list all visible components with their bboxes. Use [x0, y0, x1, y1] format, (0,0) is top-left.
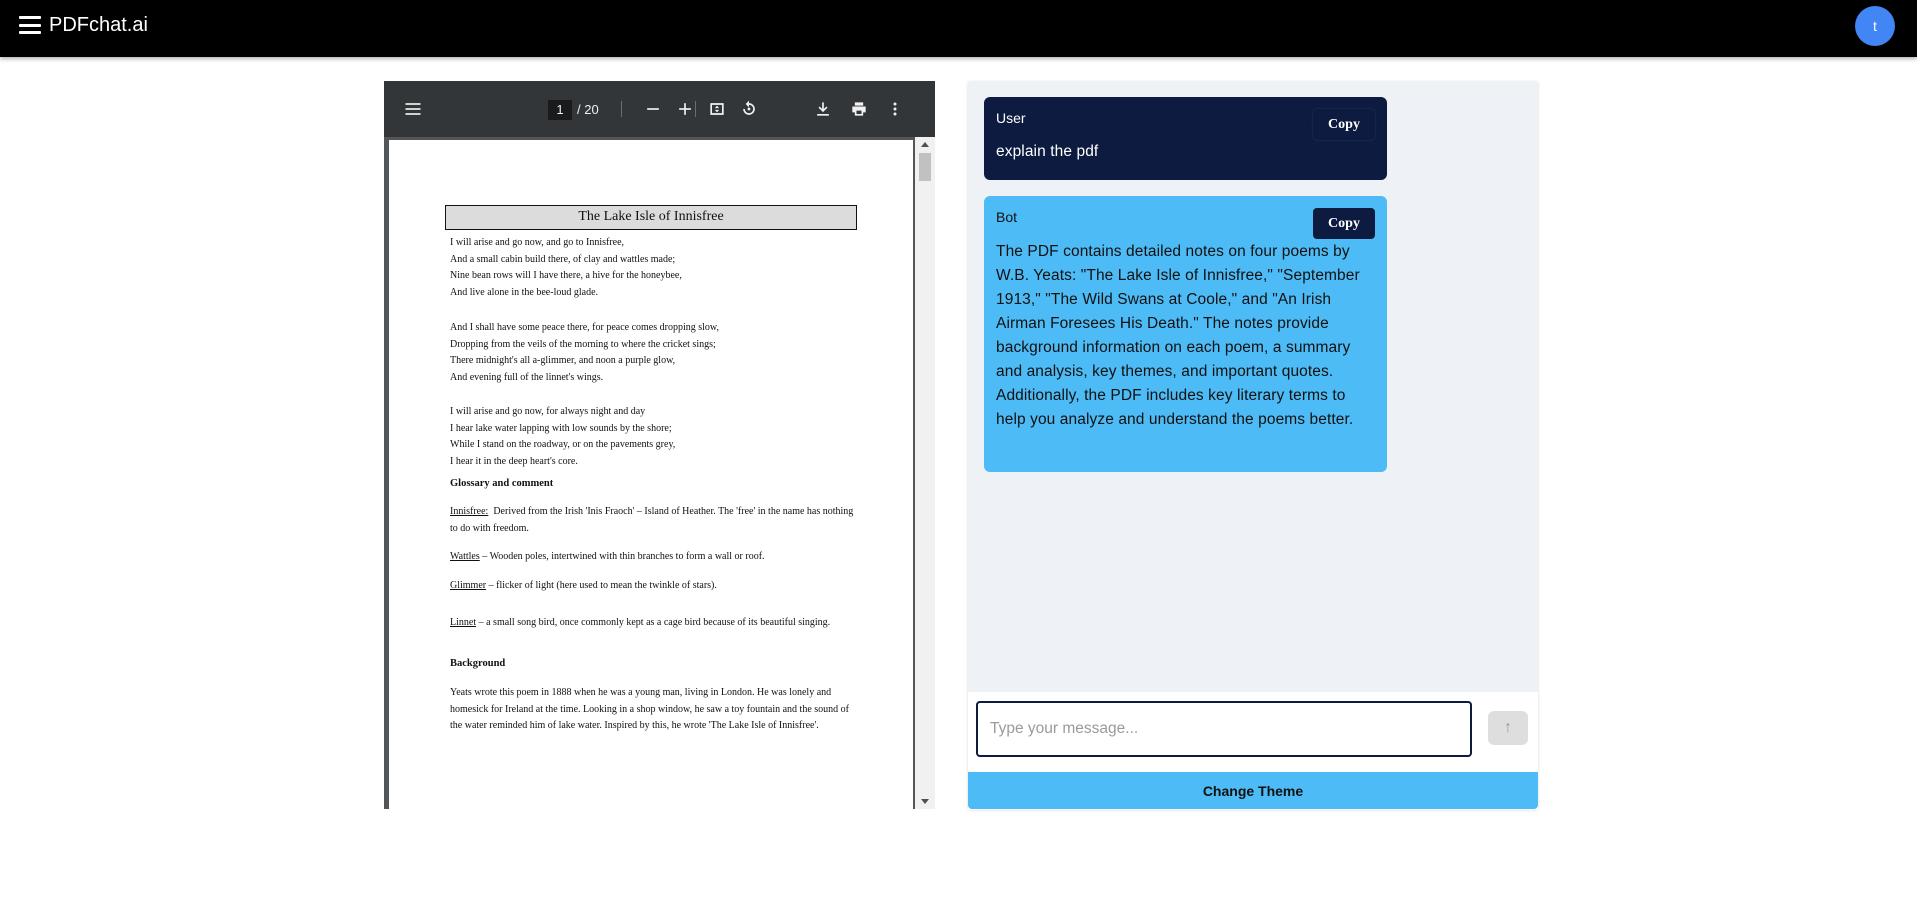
copy-button[interactable]: Copy — [1313, 109, 1375, 140]
pdf-content-area[interactable] — [384, 137, 935, 809]
sidebar-toggle-icon[interactable] — [401, 97, 425, 121]
change-theme-button[interactable]: Change Theme — [968, 772, 1538, 809]
chat-message-user — [984, 97, 1387, 180]
fit-page-icon[interactable] — [705, 97, 729, 121]
menu-icon[interactable] — [18, 14, 42, 36]
scroll-down-icon[interactable] — [921, 799, 929, 804]
glossary-term: Linnet — [450, 617, 477, 628]
toolbar-divider — [695, 101, 696, 117]
page-total: / 20 — [577, 102, 599, 117]
poem-line: I hear lake water lapping with low sounds by the shore; — [450, 422, 672, 434]
glossary-entry-glimmer — [450, 578, 860, 595]
poem-line: And I shall have some peace there, for peace comes dropping slow, — [450, 322, 719, 333]
poem-line: I will arise and go now, for always night and day — [450, 406, 646, 417]
toolbar-divider — [621, 101, 622, 117]
poem-line: And evening full of the linnet's wings. — [450, 371, 604, 383]
glossary-term: Glimmer — [450, 580, 487, 591]
chat-input-area — [968, 692, 1538, 810]
more-options-icon[interactable] — [883, 97, 907, 121]
poem-stanza-1 — [450, 235, 870, 301]
user-avatar[interactable]: t — [1855, 6, 1895, 46]
glossary-heading: Glossary and comment — [450, 478, 554, 489]
brand-logo[interactable]: PDFchat.ai — [49, 14, 148, 36]
zoom-out-icon[interactable] — [641, 97, 665, 121]
poem-line: Nine bean rows will I have there, a hive for the honeybee, — [450, 270, 682, 281]
pdf-viewer — [384, 81, 935, 809]
page-number-input[interactable]: 1 — [548, 100, 572, 120]
rotate-icon[interactable] — [737, 97, 761, 121]
background-text: Yeats wrote this poem in 1888 when he was a young man, living in London. He was lonely and homesick for Ireland at the time. Looking in a shop window, he saw a toy fountain and the sound of the water reminded him of lake water. Inspired by this, he wrote 'The Lake Isle of Innisfree'. — [450, 687, 849, 731]
glossary-definition: – Wooden poles, intertwined with thin branches to form a wall or roof. — [482, 551, 765, 562]
glossary-definition: – a small song bird, once commonly kept as a cage bird because of its beautiful singing. — [478, 617, 831, 628]
message-text: explain the pdf — [996, 143, 1099, 160]
poem-line: I hear it in the deep heart's core. — [450, 455, 578, 467]
copy-button[interactable]: Copy — [1313, 208, 1375, 239]
glossary-term: Innisfree: — [450, 506, 489, 517]
background-heading: Background — [450, 658, 506, 669]
download-icon[interactable] — [811, 97, 835, 121]
message-role: Bot — [996, 209, 1018, 225]
message-text: The PDF contains detailed notes on four poems by W.B. Yeats: "The Lake Isle of Innisfree," "September 1913," "The Wild Swans at Coole," and "An Irish Airman Foresees His Death." The notes provide background information on each poem, a summary and analysis, key themes, and important quotes. Additionally, the PDF includes key literary terms to help you analyze and understand the poems better. — [996, 243, 1360, 428]
glossary-term: Wattles — [450, 551, 480, 562]
send-button[interactable]: ↑ — [1488, 711, 1528, 745]
poem-stanza-2 — [450, 320, 870, 386]
poem-line: I will arise and go now, and go to Innisfree, — [450, 237, 625, 248]
message-input[interactable] — [976, 701, 1472, 757]
scroll-thumb[interactable] — [919, 153, 931, 181]
message-role: User — [996, 110, 1026, 126]
glossary-entry-innisfree — [450, 504, 860, 537]
top-bar — [0, 0, 1917, 57]
glossary-definition: – flicker of light (here used to mean the twinkle of stars). — [488, 580, 717, 591]
poem-line: There midnight's all a-glimmer, and noon a purple glow, — [450, 355, 676, 366]
pdf-page — [389, 140, 913, 809]
zoom-in-icon[interactable] — [673, 97, 697, 121]
poem-line: While I stand on the roadway, or on the pavements grey, — [450, 439, 676, 450]
poem-stanza-3 — [450, 404, 870, 470]
pdf-toolbar — [384, 81, 935, 137]
chat-message-bot — [984, 196, 1387, 472]
glossary-entry-linnet — [450, 611, 860, 635]
document-title: The Lake Isle of Innisfree — [445, 205, 857, 230]
glossary-entry-wattles — [450, 549, 860, 566]
chat-panel — [968, 82, 1538, 810]
poem-line: Dropping from the veils of the morning to where the cricket sings; — [450, 338, 716, 350]
print-icon[interactable] — [847, 97, 871, 121]
poem-line: And a small cabin build there, of clay and wattles made; — [450, 253, 676, 265]
scroll-up-icon[interactable] — [921, 142, 929, 147]
pdf-scrollbar[interactable] — [915, 137, 935, 809]
poem-line: And live alone in the bee-loud glade. — [450, 286, 599, 298]
glossary-definition: Derived from the Irish 'Inis Fraoch' – Island of Heather. The 'free' in the name has nothing to do with freedom. — [450, 506, 854, 534]
